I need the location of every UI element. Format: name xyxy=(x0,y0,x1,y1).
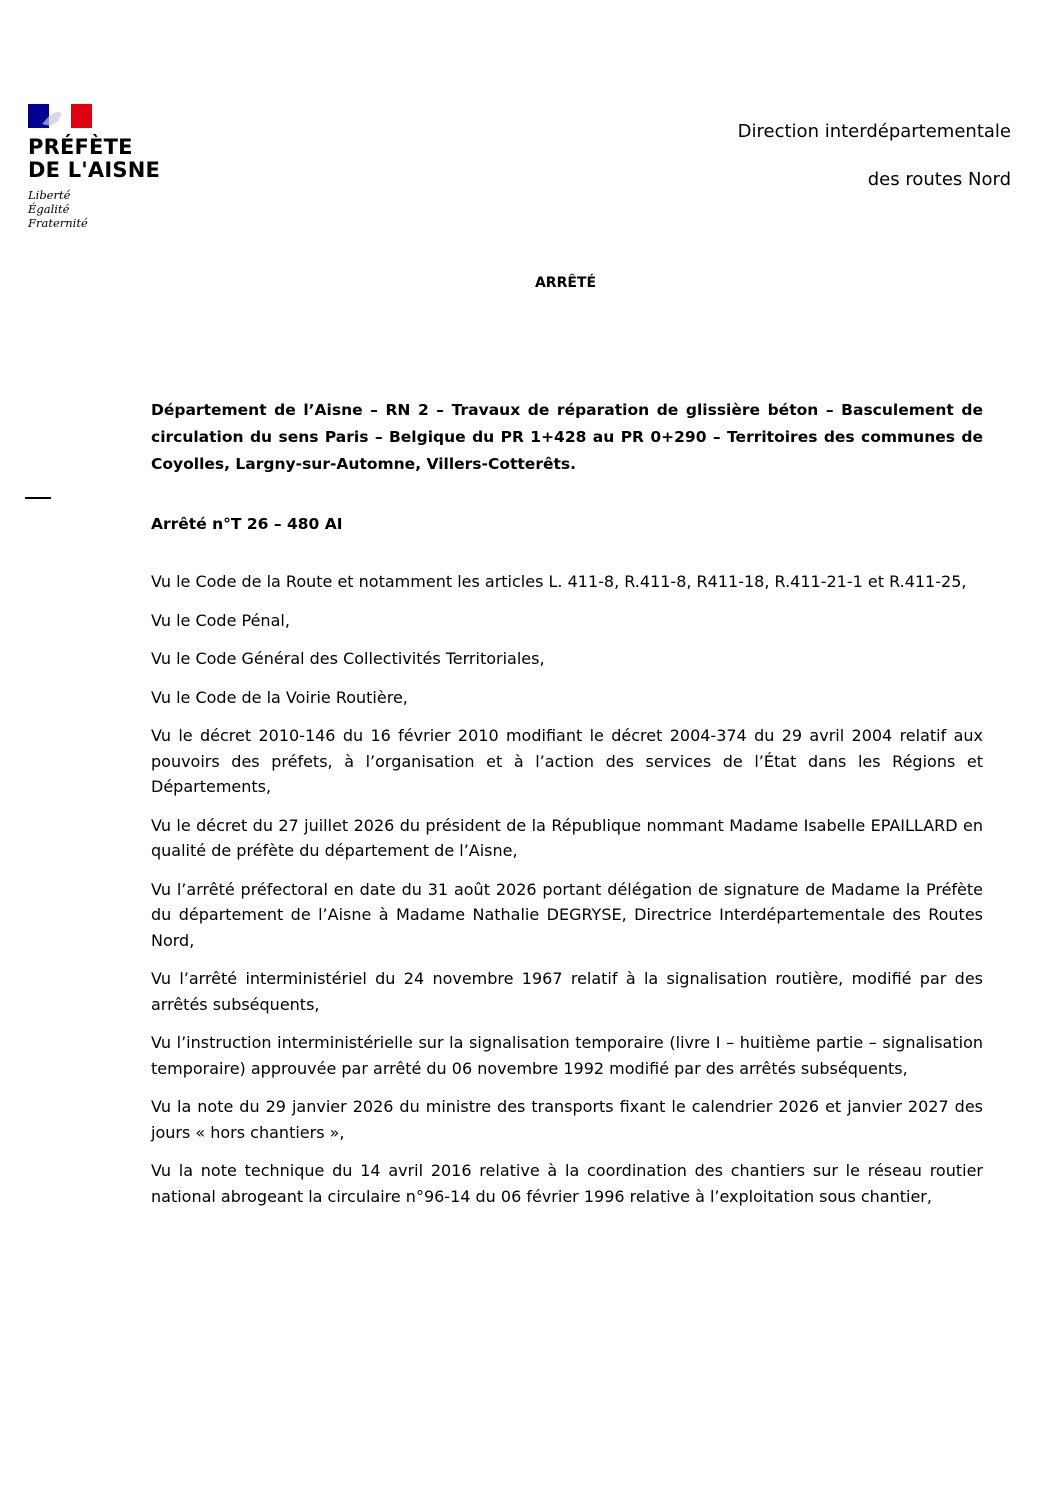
republic-motto xyxy=(28,188,168,230)
consideration-item: Vu l’instruction interministérielle sur la signalisation temporaire (livre I – huitième partie – signalisation temporaire) approuvée par arrêté du 06 novembre 1992 modifié par des arrêtés subséquents, xyxy=(151,1033,983,1078)
marianne-flag-icon xyxy=(28,104,92,128)
consideration-item: Vu le Code de la Voirie Routière, xyxy=(151,687,408,707)
consideration-item: Vu l’arrêté interministériel du 24 novembre 1967 relatif à la signalisation routière, modifié par des arrêtés subséquents, xyxy=(151,969,983,1014)
margin-divider xyxy=(25,497,51,499)
consideration-item: Vu le Code Pénal, xyxy=(151,610,290,630)
consideration-item: Vu le Code de la Route et notamment les articles L. 411-8, R.411-8, R411-18, R.411-21-1 et R.411-25, xyxy=(151,572,967,591)
motto-egalite: Égalité xyxy=(28,202,70,216)
motto-fraternite: Fraternité xyxy=(28,216,88,230)
direction-line2: des routes Nord xyxy=(867,169,1011,190)
issuing-direction xyxy=(738,120,1011,192)
motto-liberte: Liberté xyxy=(28,188,71,202)
considerations-list xyxy=(151,569,983,1222)
consideration-item: Vu le décret 2010-146 du 16 février 2010 modifiant le décret 2004-374 du 29 avril 2004 relatif aux pouvoirs des préfets, à l’organisation et à l’action des services de l’État dans les Régions et Départements, xyxy=(151,726,983,796)
prefecture-name-line2: DE L'AISNE xyxy=(28,158,161,182)
direction-line1: Direction interdépartementale xyxy=(737,121,1011,142)
document-subject: Département de l’Aisne – RN 2 – Travaux de réparation de glissière béton – Basculement de circulation du sens Paris – Belgique du PR 1+428 au PR 0+290 – Territoires des communes de Coyolles, Largny-sur-Automne, Villers-Cotterêts. xyxy=(151,401,983,473)
consideration-item: Vu le décret du 27 juillet 2026 du président de la République nommant Madame Isabelle EPAILLARD en qualité de préfète du département de l’Aisne, xyxy=(151,815,983,860)
document-title: ARRÊTÉ xyxy=(534,275,597,291)
consideration-item: Vu le Code Général des Collectivités Territoriales, xyxy=(151,649,545,668)
prefecture-name-line1: PRÉFÈTE xyxy=(28,135,133,159)
prefecture-name xyxy=(28,136,168,182)
prefecture-logo xyxy=(28,104,168,230)
arrete-number: Arrêté n°T 26 – 480 AI xyxy=(151,515,343,533)
consideration-item: Vu la note technique du 14 avril 2016 relative à la coordination des chantiers sur le réseau routier national abrogeant la circulaire n°96-14 du 06 février 1996 relative à l’exploitation sous chantier, xyxy=(151,1161,983,1206)
consideration-item: Vu l’arrêté préfectoral en date du 31 août 2026 portant délégation de signature de Madame la Préfète du département de l’Aisne à Madame Nathalie DEGRYSE, Directrice Interdépartementale des Routes Nord, xyxy=(151,879,983,950)
consideration-item: Vu la note du 29 janvier 2026 du ministre des transports fixant le calendrier 2026 et janvier 2027 des jours « hors chantiers », xyxy=(151,1097,983,1142)
